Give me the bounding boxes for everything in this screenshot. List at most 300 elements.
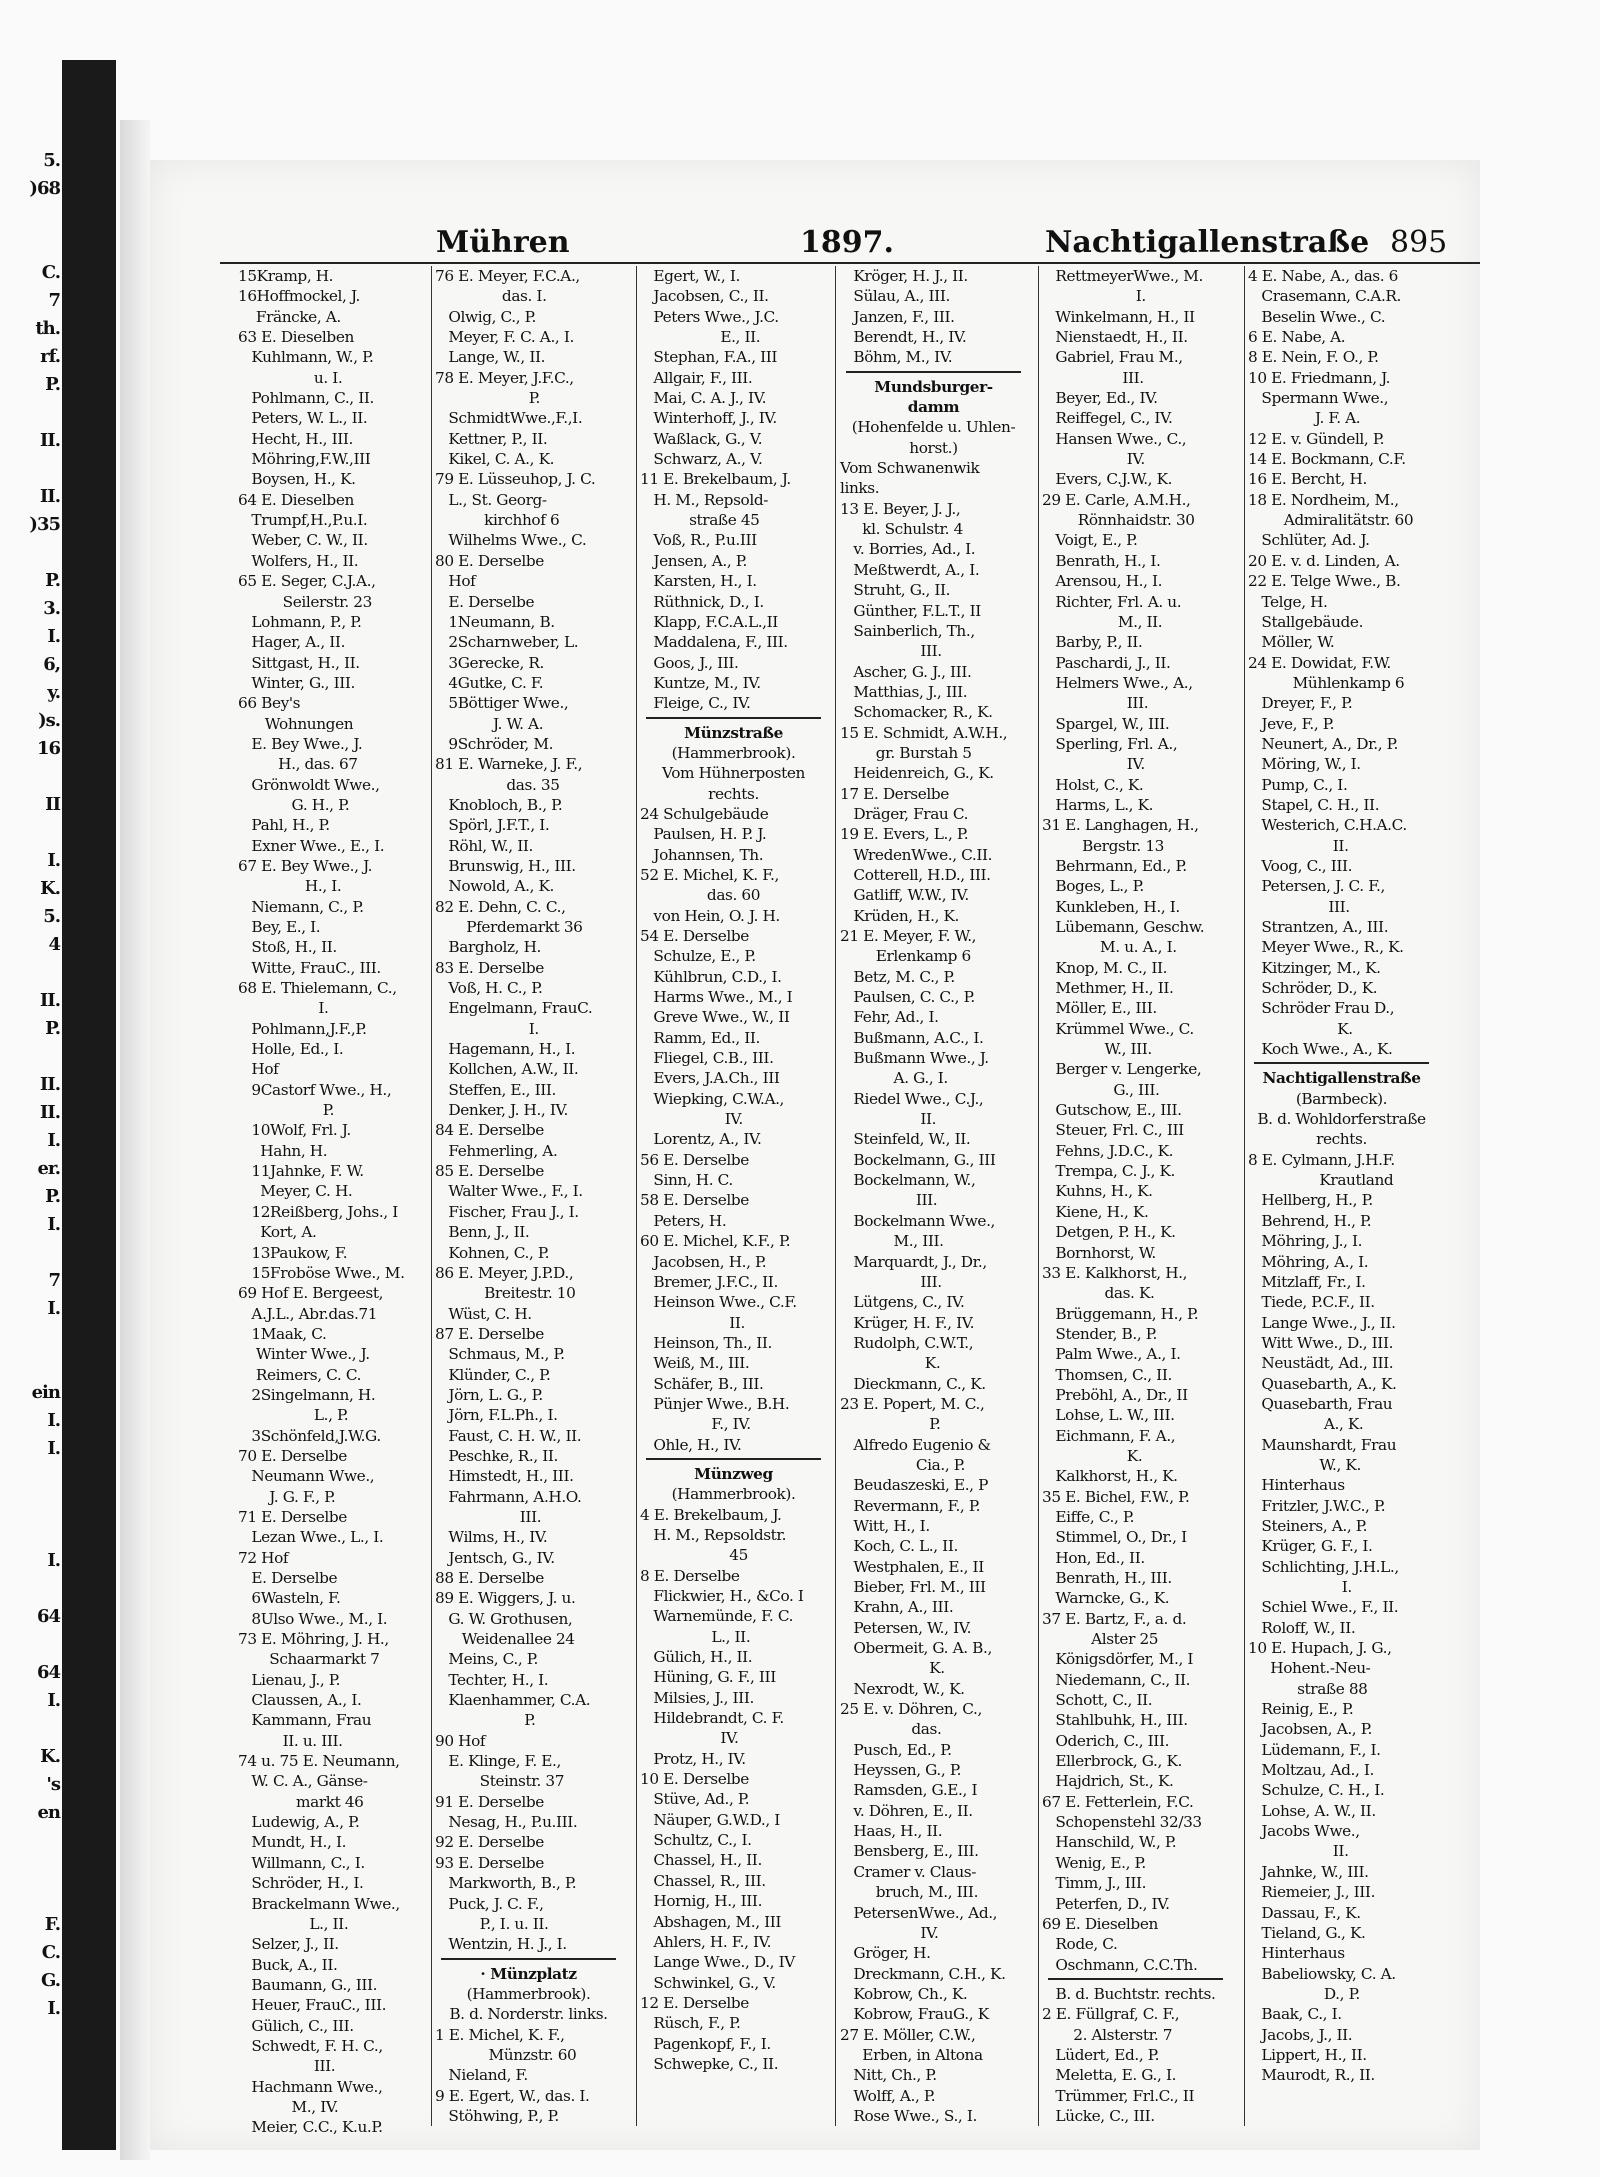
previous-page-fragment: I. [47,1550,60,1571]
directory-entry-line: 70 E. Derselbe [238,1446,347,1465]
column-6 [1248,266,1435,2121]
directory-entry-line: Winkelmann, H., II [1042,307,1195,326]
directory-entry-line: 12 E. Derselbe [640,1993,749,2012]
directory-entry-line: Maurodt, R., II. [1248,2066,1375,2085]
directory-entry-line: Eiffe, C., P. [1042,1507,1135,1526]
directory-entry-line: II. u. III. [238,1731,343,1750]
directory-entry-line: Trempa, C. J., K. [1042,1162,1176,1181]
directory-entry-line: 85 E. Derselbe [435,1162,544,1181]
directory-entry-line: IV. [1042,755,1145,774]
directory-entry-line: Nexrodt, W., K. [840,1679,965,1698]
directory-entry-line: Lücke, C., III. [1042,2106,1155,2125]
directory-entry-line: W., K. [1248,1455,1361,1474]
directory-entry-line: Methmer, H., II. [1042,979,1174,998]
directory-entry-line: Kobrow, Ch., K. [840,1984,968,2003]
directory-entry-line: Faust, C. H. W., II. [435,1426,582,1445]
directory-entry-line: 8 E. Cylmann, J.H.F. [1248,1150,1395,1169]
street-subheading: horst.) [909,438,958,457]
directory-entry-line: Paulsen, H. P. J. [640,825,767,844]
directory-entry-line: Wentzin, H. J., I. [435,1935,567,1954]
directory-entry-line: 65 E. Seger, C.J.A., [238,572,376,591]
directory-entry-line: K. [1248,1019,1353,1038]
directory-entry-line: Schopenstehl 32/33 [1042,1813,1202,1832]
directory-entry-line: Winterhoff, J., IV. [640,409,777,428]
directory-entry-line: Seilerstr. 23 [238,592,372,611]
directory-entry-line: Palm Wwe., A., I. [1042,1345,1181,1364]
previous-page-fragment: th. [35,318,60,339]
directory-entry-line: Hof [238,1060,279,1079]
directory-entry-line: Heinson, Th., II. [640,1333,772,1352]
directory-entry-line: Brüggemann, H., P. [1042,1304,1199,1323]
directory-entry-line: 71 E. Derselbe [238,1507,347,1526]
directory-entry-line: 37 E. Bartz, F., a. d. [1042,1609,1187,1628]
section-divider [1048,1978,1223,1980]
header-year: 1897. [800,225,894,260]
directory-entry-line: Fliegel, C.B., III. [640,1049,774,1068]
directory-entry-line: Lange, W., II. [435,348,546,367]
directory-entry-line: P. [238,1101,335,1120]
directory-entry-line: Protz, H., IV. [640,1749,746,1768]
directory-entry-line: Lütgens, C., IV. [840,1293,965,1312]
directory-entry-line: Helmers Wwe., A., [1042,673,1193,692]
directory-entry-line: K. [840,1659,945,1678]
directory-entry-line: Spermann Wwe., [1248,389,1389,408]
directory-entry-line: Nitt, Ch., P. [840,2066,937,2085]
directory-entry-line: Jacobsen, H., P. [640,1252,767,1271]
directory-entry-line: Gutschow, E., III. [1042,1101,1182,1120]
directory-entry-line: Benn, J., II. [435,1223,530,1242]
section-divider [1254,1062,1429,1064]
directory-entry-line: II. [1248,836,1349,855]
directory-entry-line: Sittgast, H., II. [238,653,360,672]
directory-entry-line: Meyer Wwe., R., K. [1248,938,1404,957]
directory-entry-line: Meyer, C. H. [238,1182,353,1201]
directory-entry-line: Rönnhaidstr. 30 [1042,511,1195,530]
directory-entry-line: Kettner, P., II. [435,429,548,448]
directory-entry-line: III. [238,2057,336,2076]
directory-entry-line: Schäfer, B., III. [640,1374,764,1393]
directory-entry-line: Hon, Ed., II. [1042,1548,1145,1567]
directory-entry-line: Trümmer, Frl.C., II [1042,2086,1195,2105]
directory-entry-line: Stimmel, O., Dr., I [1042,1528,1187,1547]
directory-entry-line: Benrath, H., III. [1042,1569,1172,1587]
directory-entry-line: 1Neumann, B. [435,612,555,631]
directory-entry-line: Sinn, H. C. [640,1171,733,1190]
directory-entry-line: bruch, M., III. [840,1883,979,1902]
directory-entry-line: 74 u. 75 E. Neumann, [238,1752,400,1771]
directory-entry-line: Wüst, C. H. [435,1304,532,1323]
directory-entry-line: 10 E. Hupach, J. G., [1248,1639,1392,1658]
previous-page-fragment: II [45,794,60,815]
directory-entry-line: 66 Bey's [238,694,301,713]
directory-entry-line: Bußmann, A.C., I. [840,1028,984,1047]
directory-entry-line: Böhm, M., IV. [840,348,953,367]
directory-entry-line: Admiralitätstr. 60 [1248,511,1414,530]
directory-entry-line: Kohnen, C., P. [435,1243,550,1262]
directory-entry-line: P. [435,1711,536,1730]
directory-entry-line: Bensberg, E., III. [840,1842,979,1861]
previous-page-fragment: II. [39,430,60,451]
directory-entry-line: Riedel Wwe., C.J., [840,1089,984,1108]
directory-entry-line: Oschmann, C.C.Th. [1042,1955,1198,1974]
directory-entry-line: Sainberlich, Th., [840,621,975,640]
directory-entry-line: Krüden, H., K. [840,906,960,925]
directory-entry-line: 13 E. Beyer, J. J., [840,499,961,518]
directory-entry-line: Klünder, C., P. [435,1365,551,1384]
directory-entry-line: 23 E. Popert, M. C., [840,1394,985,1413]
directory-entry-line: 20 E. v. d. Linden, A. [1248,551,1400,570]
directory-entry-line: Pusch, Ed., P. [840,1740,952,1759]
directory-entry-line: Jacobsen, C., II. [640,287,769,306]
directory-entry-line: Knop, M. C., II. [1042,958,1168,977]
directory-entry-line: Vom Schwanenwik [840,459,980,478]
directory-entry-line: 90 Hof [435,1731,486,1750]
street-subheading: B. d. Buchtstr. rechts. [1055,1984,1216,2003]
directory-entry-line: Maddalena, F., III. [640,633,788,652]
directory-entry-line: 67 E. Bey Wwe., J. [238,856,373,875]
previous-page-edge [0,150,62,2060]
directory-entry-line: Greve Wwe., W., II [640,1008,790,1027]
directory-entry-line: Preböhl, A., Dr., II [1042,1385,1188,1404]
directory-entry-line: Pump, C., I. [1248,775,1348,794]
directory-entry-line: Holst, C., K. [1042,775,1144,794]
directory-entry-line: L., P. [238,1406,349,1425]
directory-entry-line: 14 E. Bockmann, C.F. [1248,450,1406,469]
directory-entry-line: Wilhelms Wwe., C. [435,531,587,550]
directory-entry-line: Beyer, Ed., IV. [1042,389,1158,408]
directory-entry-line: Witt Wwe., D., III. [1248,1333,1394,1352]
section-divider [646,1458,821,1460]
directory-entry-line: Lange Wwe., J., II. [1248,1313,1396,1332]
directory-entry-line: Roloff, W., II. [1248,1618,1356,1637]
directory-entry-line: 3Gerecke, R. [435,653,544,672]
directory-entry-line: Quasebarth, A., K. [1248,1374,1397,1393]
directory-entry-line: Rose Wwe., S., I. [840,2106,977,2125]
directory-entry-line: 27 E. Möller, C.W., [840,2025,976,2044]
directory-entry-line: Brackelmann Wwe., [238,1894,400,1913]
directory-entry-line: Peschke, R., II. [435,1446,559,1465]
directory-entry-line: markt 46 [238,1792,364,1811]
directory-entry-line: Fischer, Frau J., I. [435,1202,579,1221]
column-3 [640,266,827,2121]
directory-entry-line: D., P. [1248,1984,1360,2003]
directory-entry-line: A.J.L., Abr.das.71 [238,1304,378,1323]
previous-page-fragment: )68 [29,178,60,199]
directory-entry-line: Oderich, C., III. [1042,1731,1170,1750]
directory-entry-line: G. W. Grothusen, [435,1609,573,1628]
directory-entry-line: Niemann, C., P. [238,897,364,916]
previous-page-fragment: I. [47,1998,60,2019]
directory-entry-line: Janzen, F., III. [840,307,955,326]
directory-entry-line: Buck, A., II. [238,1955,338,1974]
directory-entry-line: Kuntze, M., IV. [640,673,761,692]
directory-entry-line: Möring, W., I. [1248,755,1361,774]
directory-entry-line: Peters, W. L., II. [238,409,368,428]
directory-entry-line: Hohent.-Neu- [1248,1659,1371,1678]
directory-entry-line: E. Derselbe [238,1569,338,1587]
directory-entry-line: Paschardi, J., II. [1042,653,1171,672]
directory-entry-line: Haas, H., II. [840,1822,943,1841]
directory-entry-line: III. [840,1272,942,1291]
previous-page-fragment: 's [46,1774,60,1795]
directory-entry-line: Meins, C., P. [435,1650,539,1669]
directory-entry-line: Riemeier, J., III. [1248,1883,1376,1902]
previous-page-fragment: ein [31,1382,60,1403]
directory-entry-line: Quasebarth, Frau [1248,1394,1393,1413]
directory-entry-line: Schwinkel, G., V. [640,1973,776,1992]
directory-entry-line: 93 E. Derselbe [435,1853,544,1872]
directory-entry-line: Schiel Wwe., F., II. [1248,1598,1399,1617]
directory-entry-line: 10Wolf, Frl. J. [238,1121,351,1140]
directory-entry-line: Tiede, P.C.F., II. [1248,1293,1375,1312]
directory-entry-line: Olwig, C., P. [435,307,536,326]
directory-entry-line: Techter, H., I. [435,1670,549,1689]
directory-entry-line: P. [435,389,540,408]
directory-entry-line: Schomacker, R., K. [840,703,993,722]
directory-entry-line: Pagenkopf, F., I. [640,2034,771,2053]
directory-entry-line: M., IV. [238,2097,339,2116]
directory-entry-line: Stüve, Ad., P. [640,1790,750,1809]
directory-entry-line: Rudolph, C.W.T., [840,1333,974,1352]
previous-page-fragment: P. [45,1018,60,1039]
street-subheading: (Hammerbrook). [671,1485,796,1504]
directory-entry-line: F., IV. [640,1415,751,1434]
directory-entry-line: 18 E. Nordheim, M., [1248,490,1399,509]
directory-entry-line: G. H., P. [238,795,350,814]
directory-entry-line: 4 E. Brekelbaum, J. [640,1505,782,1524]
directory-entry-line: Hagemann, H., I. [435,1040,576,1059]
directory-entry-line: Fahrmann, A.H.O. [435,1487,582,1506]
directory-entry-line: v. Borries, Ad., I. [840,540,976,559]
directory-entry-line: Boysen, H., K. [238,470,356,489]
directory-entry-line: 2. Alsterstr. 7 [1042,2025,1173,2044]
directory-entry-line: 12Reißberg, Johs., I [238,1202,398,1221]
directory-entry-line: M., III. [840,1232,944,1251]
previous-page-fragment: 5. [43,906,60,927]
street-subheading: Vom Hühnerposten [662,764,805,783]
directory-entry-line: Fehmerling, A. [435,1141,558,1160]
directory-entry-line: Steinstr. 37 [435,1772,565,1791]
directory-entry-line: 10 E. Derselbe [640,1770,749,1789]
directory-entry-line: Holle, Ed., I. [238,1040,344,1059]
directory-entry-line: Karsten, H., I. [640,572,757,591]
directory-entry-line: II. [840,1110,937,1129]
directory-entry-line: Gröger, H. [840,1944,931,1963]
directory-entry-line: Rüsch, F., P. [640,2014,741,2033]
directory-entry-line: Detgen, P. H., K. [1042,1223,1176,1242]
directory-entry-line: Ramsden, G.E., I [840,1781,978,1800]
directory-entry-line: Maunshardt, Frau [1248,1435,1397,1454]
directory-entry-line: straße 88 [1248,1679,1368,1698]
directory-entry-line: Heidenreich, G., K. [840,764,994,783]
directory-entry-line: Crasemann, C.A.R. [1248,287,1401,306]
directory-entry-line: Rode, C. [1042,1935,1118,1954]
directory-entry-line: H. M., Repsold- [640,490,768,509]
directory-entry-line: Boges, L., P. [1042,877,1144,896]
directory-entry-line: Puck, J. C. F., [435,1894,544,1913]
directory-entry-line: Jentsch, G., IV. [435,1548,555,1567]
directory-entry-line: Timm, J., III. [1042,1874,1147,1893]
directory-entry-line: WredenWwe., C.II. [840,845,993,864]
directory-entry-line: III. [435,1507,542,1526]
directory-entry-line: 13Paukow, F. [238,1243,348,1262]
directory-entry-line: M. u. A., I. [1042,938,1177,957]
directory-entry-line: Erlenkamp 6 [840,947,971,966]
directory-entry-line: Kiene, H., K. [1042,1202,1149,1221]
directory-entry-line: 88 E. Derselbe [435,1569,544,1587]
directory-entry-line: Spargel, W., III. [1042,714,1170,733]
directory-entry-line: Schmaus, M., P. [435,1345,565,1364]
directory-entry-line: 17 E. Derselbe [840,784,949,803]
directory-entry-line: PetersenWwe., Ad., [840,1903,998,1922]
directory-entry-line: K. [1042,1446,1143,1465]
directory-entry-line: Peters Wwe., J.C. [640,307,779,326]
previous-page-fragment: I. [47,850,60,871]
directory-entry-line: Hinterhaus [1248,1476,1345,1495]
directory-entry-line: Ahlers, H. F., IV. [640,1932,772,1951]
directory-entry-line: K. [840,1354,941,1373]
directory-entry-line: Arensou, H., I. [1042,572,1163,591]
directory-entry-line: Krautland [1248,1171,1394,1190]
directory-entry-line: 3Schönfeld,J.W.G. [238,1426,381,1445]
directory-entry-line: 87 E. Derselbe [435,1324,544,1343]
directory-entry-line: Meyer, F. C. A., I. [435,328,574,347]
directory-entry-line: 1 E. Michel, K. F., [435,2025,565,2044]
directory-entry-line: Jahnke, W., III. [1248,1862,1369,1881]
directory-entry-line: Winter, G., III. [238,673,355,692]
directory-entry-line: Schwepke, C., II. [640,2054,779,2073]
previous-page-fragment: K. [40,1746,60,1767]
directory-entry-line: Trumpf,H.,P.u.I. [238,511,368,530]
previous-page-fragment: 3. [43,598,60,619]
directory-entry-line: Lippert, H., II. [1248,2045,1367,2064]
directory-entry-line: Hornig, H., III. [640,1892,763,1911]
directory-entry-line: Bieber, Frl. M., III [840,1578,986,1596]
directory-entry-line: Krüger, H. F., IV. [840,1313,975,1332]
directory-entry-line: straße 45 [640,511,760,530]
previous-page-fragment: I. [47,1214,60,1235]
column-divider [636,266,637,2126]
directory-entry-line: Näuper, G.W.D., I [640,1810,780,1829]
directory-entry-line: Jacobs Wwe., [1248,1822,1360,1841]
directory-entry-line: Denker, J. H., IV. [435,1101,568,1120]
previous-page-fragment: C. [41,1942,60,1963]
section-divider [646,717,821,719]
directory-entry-line: Revermann, F., P. [840,1496,981,1515]
directory-entry-line: Meßtwerdt, A., I. [840,560,980,579]
directory-entry-line: Mühlenkamp 6 [1248,673,1405,692]
directory-entry-line: Möller, E., III. [1042,999,1157,1018]
directory-entry-line: Gatliff, W.W., IV. [840,886,969,905]
directory-entry-line: 79 E. Lüsseuhop, J. C. [435,470,596,489]
directory-entry-line: Ellerbrock, G., K. [1042,1752,1182,1771]
previous-page-fragment: II. [39,486,60,507]
previous-page-fragment: K. [40,878,60,899]
directory-entry-line: Sülau, A., III. [840,287,950,306]
directory-entry-line: 92 E. Derselbe [435,1833,544,1852]
directory-entry-line: Wohnungen [238,714,354,733]
directory-entry-line: Kitzinger, M., K. [1248,958,1381,977]
column-divider [1244,266,1245,2126]
directory-entry-line: Lohmann, P., P. [238,612,362,631]
directory-entry-line: Jörn, F.L.Ph., I. [435,1406,558,1425]
directory-entry-line: Ludewig, A., P. [238,1813,360,1832]
directory-entry-line: Koch, C. L., II. [840,1537,958,1556]
previous-page-fragment: P. [45,374,60,395]
header-left-keyword: Mühren [436,225,570,260]
directory-entry-line: 86 E. Meyer, J.P.D., [435,1263,574,1282]
directory-entry-line: Petersen, W., IV. [840,1618,972,1637]
directory-entry-line: Voog, C., III. [1248,856,1353,875]
directory-entry-line: 9 E. Egert, W., das. I. [435,2086,590,2105]
directory-entry-line: Kuhns, H., K. [1042,1182,1153,1201]
directory-entry-line: Obermeit, G. A. B., [840,1639,992,1658]
directory-entry-line: Nesag, H., P.u.III. [435,1813,578,1832]
directory-entry-line: 83 E. Derselbe [435,958,544,977]
directory-entry-line: Schultz, C., I. [640,1831,752,1850]
directory-entry-line: Stephan, F.A., III [640,348,778,367]
directory-entry-line: 6Wasteln, F. [238,1589,341,1608]
directory-entry-line: Berendt, H., IV. [840,328,967,347]
directory-entry-line: Röhl, W., II. [435,836,533,855]
directory-entry-line: Exner Wwe., E., I. [238,836,385,855]
directory-entry-line: Meletta, E. G., I. [1042,2066,1177,2085]
directory-entry-line: 73 E. Möhring, J. H., [238,1630,389,1649]
directory-entry-line: III. [1248,897,1350,916]
previous-page-fragment: I. [47,1690,60,1711]
previous-page-fragment: II. [39,990,60,1011]
previous-page-fragment: 7 [48,290,60,311]
directory-entry-line: 5Böttiger Wwe., [435,694,569,713]
directory-entry-line: Klaenhammer, C.A. [435,1691,591,1710]
directory-entry-line: Fehr, Ad., I. [840,1008,939,1027]
directory-entry-line: 84 E. Derselbe [435,1121,544,1140]
directory-entry-line: Peters, H. [640,1211,727,1230]
previous-page-fragment: )s. [38,710,60,731]
directory-entry-line: Schulze, C. H., I. [1248,1781,1385,1800]
directory-entry-line: Reiffegel, C., IV. [1042,409,1173,428]
directory-entry-line: Claussen, A., I. [238,1691,362,1710]
directory-entry-line: Jensen, A., P. [640,551,747,570]
directory-entry-line: 60 E. Michel, K.F., P. [640,1232,791,1251]
directory-entry-line: 56 E. Derselbe [640,1150,749,1169]
directory-entry-line: Babeliowsky, C. A. [1248,1964,1396,1983]
directory-entry-line: G., III. [1042,1080,1160,1099]
directory-entry-line: Moltzau, Ad., I. [1248,1761,1374,1780]
street-heading: Mundsburger- [874,377,993,396]
directory-entry-line: Johannsen, Th. [640,845,764,864]
column-divider [1038,266,1039,2126]
previous-page-fragment: 6, [43,654,60,675]
street-heading: · Münzplatz [480,1964,577,1983]
column-5 [1042,266,1229,2125]
directory-entry-line: Behrend, H., P. [1248,1211,1372,1230]
directory-entry-line: Abshagen, M., III [640,1912,782,1931]
directory-entry-line: III. [1042,694,1149,713]
directory-entry-line: 2Singelmann, H. [238,1385,376,1404]
directory-entry-line: 8 E. Derselbe [640,1566,740,1585]
previous-page-fragment: G. [41,1970,60,1991]
directory-entry-line: 15Kramp, H. [238,267,334,285]
directory-entry-line: Mundt, H., I. [238,1833,347,1852]
directory-entry-line: Lübemann, Geschw. [1042,918,1205,936]
directory-entry-line: Voß, R., P.u.III [640,531,757,550]
directory-entry-line: 9Schröder, M. [435,734,554,753]
directory-entry-line: M., II. [1042,612,1163,631]
street-subheading: (Hammerbrook). [671,743,796,762]
directory-entry-line: Eichmann, F. A., [1042,1426,1176,1445]
directory-entry-line: 91 E. Derselbe [435,1792,544,1811]
